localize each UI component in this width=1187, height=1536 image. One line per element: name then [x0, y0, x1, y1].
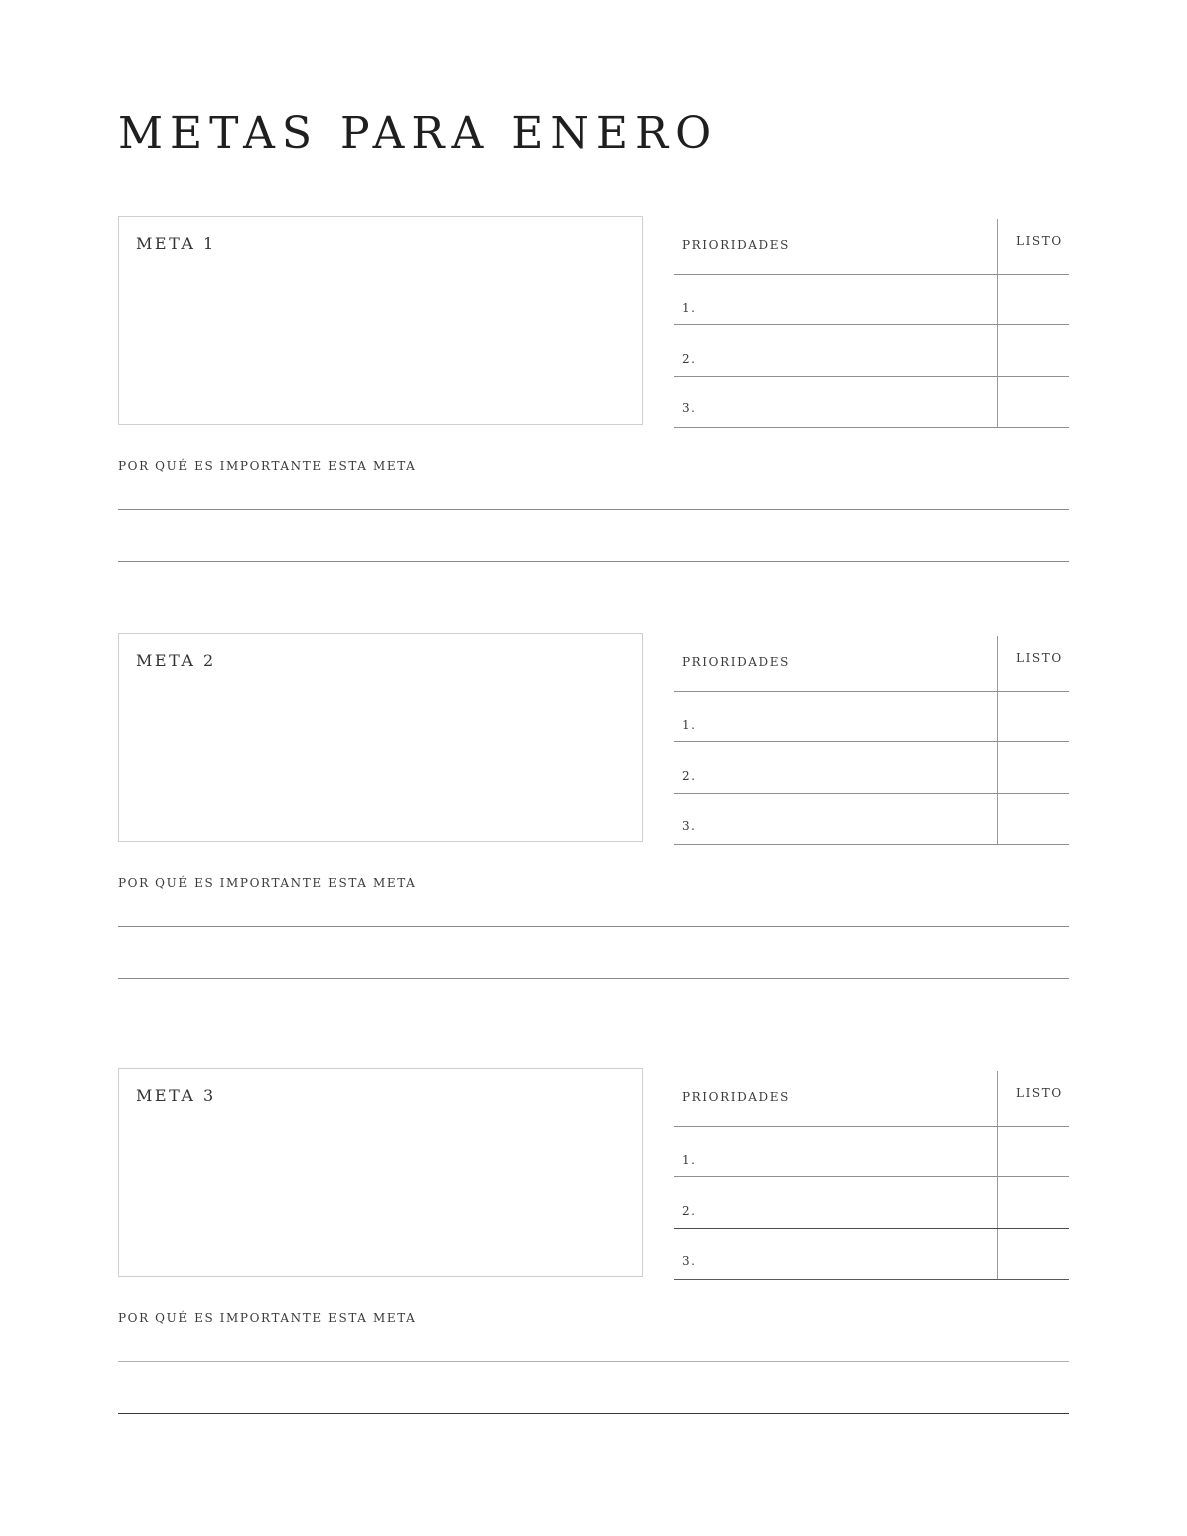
page-title: METAS PARA ENERO [118, 108, 719, 159]
done-header: LISTO [1016, 651, 1063, 665]
goal-label: META 3 [136, 1086, 216, 1105]
priorities-header: PRIORIDADES [682, 238, 790, 252]
table-rule [674, 1228, 1069, 1229]
priorities-table-1 [674, 219, 1069, 427]
table-divider [997, 636, 998, 844]
writing-line[interactable] [118, 509, 1069, 510]
goal-section-2 [0, 633, 1187, 983]
table-rule [674, 376, 1069, 377]
writing-line[interactable] [118, 561, 1069, 562]
table-rule [674, 274, 1069, 275]
goal-label: META 1 [136, 234, 216, 253]
goal-box-3[interactable] [118, 1068, 643, 1277]
priority-item-3[interactable]: 3. [682, 401, 697, 415]
table-rule [674, 324, 1069, 325]
table-rule [674, 741, 1069, 742]
priority-item-2[interactable]: 2. [682, 352, 697, 366]
priority-item-1[interactable]: 1. [682, 1153, 697, 1167]
table-rule [674, 427, 1069, 428]
writing-line[interactable] [118, 978, 1069, 979]
table-rule [674, 1279, 1069, 1280]
priority-item-1[interactable]: 1. [682, 301, 697, 315]
table-rule [674, 844, 1069, 845]
goal-box-1[interactable] [118, 216, 643, 425]
priorities-table-3 [674, 1071, 1069, 1279]
priorities-header: PRIORIDADES [682, 1090, 790, 1104]
done-header: LISTO [1016, 1086, 1063, 1100]
writing-line[interactable] [118, 1413, 1069, 1414]
priority-item-2[interactable]: 2. [682, 1204, 697, 1218]
goal-label: META 2 [136, 651, 216, 670]
priorities-header: PRIORIDADES [682, 655, 790, 669]
table-rule [674, 1126, 1069, 1127]
why-important-label: POR QUÉ ES IMPORTANTE ESTA META [118, 876, 417, 890]
writing-line[interactable] [118, 926, 1069, 927]
writing-line[interactable] [118, 1361, 1069, 1362]
table-rule [674, 1176, 1069, 1177]
goal-section-3 [0, 1068, 1187, 1418]
priority-item-1[interactable]: 1. [682, 718, 697, 732]
priority-item-3[interactable]: 3. [682, 819, 697, 833]
table-rule [674, 691, 1069, 692]
done-header: LISTO [1016, 234, 1063, 248]
goal-section-1 [0, 216, 1187, 566]
why-important-label: POR QUÉ ES IMPORTANTE ESTA META [118, 459, 417, 473]
table-divider [997, 1071, 998, 1279]
goal-box-2[interactable] [118, 633, 643, 842]
priorities-table-2 [674, 636, 1069, 844]
table-divider [997, 219, 998, 427]
priority-item-3[interactable]: 3. [682, 1254, 697, 1268]
why-important-label: POR QUÉ ES IMPORTANTE ESTA META [118, 1311, 417, 1325]
table-rule [674, 793, 1069, 794]
priority-item-2[interactable]: 2. [682, 769, 697, 783]
